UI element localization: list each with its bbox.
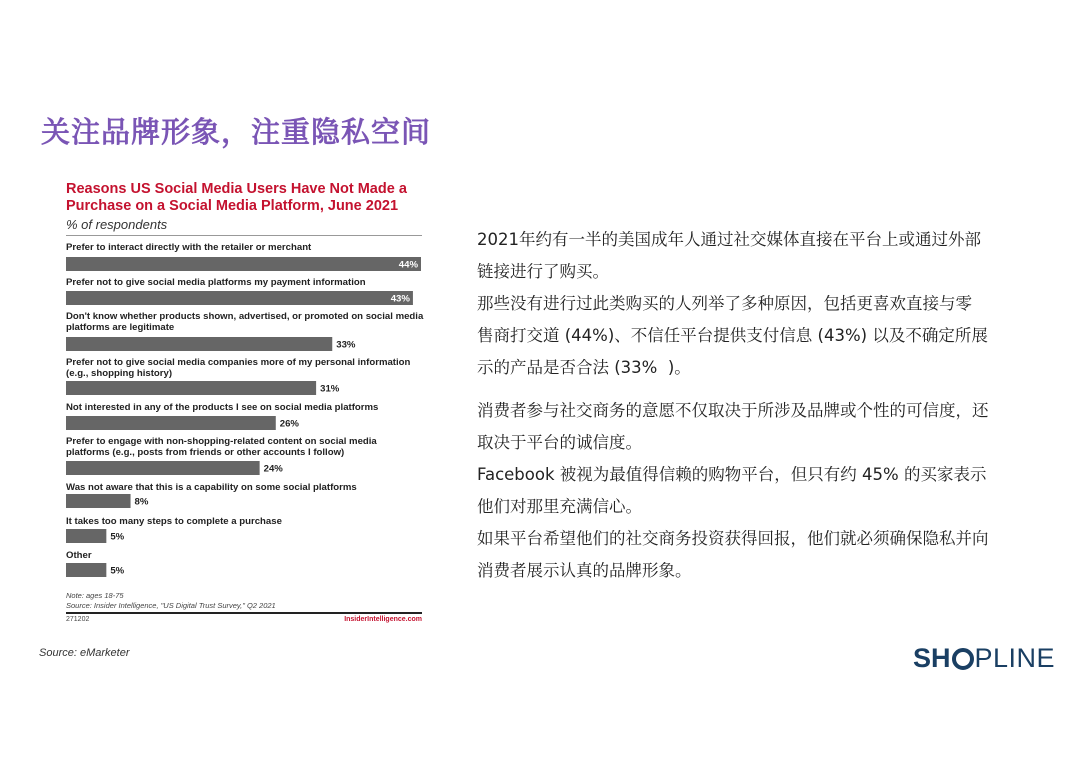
- category-label: Was not aware that this is a capability on some social platforms: [66, 482, 357, 493]
- bar-group: [66, 402, 378, 430]
- bar-group: [66, 436, 377, 475]
- value-label: 26%: [279, 418, 299, 430]
- bar: [66, 337, 332, 351]
- bar: [66, 461, 260, 475]
- paragraph-1-line: 售商打交道 (44%)、不信任平台提供支付信息 (43%) 以及不确定所展: [477, 326, 988, 345]
- chart-code: 271202: [66, 616, 90, 623]
- bar: [66, 291, 413, 305]
- paragraph-1-line: 那些没有进行过此类购买的人列举了多种原因，包括更喜欢直接与零: [477, 294, 972, 313]
- category-label: Other: [66, 550, 92, 561]
- bar-chart: [62, 178, 428, 630]
- paragraph-2-line: 如果平台希望他们的社交商务投资获得回报，他们就必须确保隐私并向: [477, 529, 989, 548]
- category-label: Prefer to interact directly with the retailer or merchant: [66, 242, 312, 253]
- bar: [66, 494, 131, 508]
- bar-group: [66, 242, 421, 271]
- value-label: 43%: [390, 293, 410, 305]
- logo-o-ring-icon: [952, 648, 974, 670]
- category-label: Prefer to engage with non-shopping-related content on social media platforms (e.g., posts from friends or other accounts I follow): [66, 436, 377, 458]
- category-label: It takes too many steps to complete a purchase: [66, 516, 282, 527]
- bar: [66, 257, 421, 271]
- paragraph-2-line: Facebook 被视为最值得信赖的购物平台，但只有约 45% 的买家表示: [477, 465, 987, 484]
- paragraph-2-line: 他们对那里充满信心。: [477, 497, 642, 516]
- chart-source: Source: Insider Intelligence, "US Digital Trust Survey," Q2 2021: [66, 601, 276, 610]
- paragraph-2-line: 取决于平台的诚信度。: [477, 433, 642, 452]
- paragraph-2: [477, 395, 1037, 587]
- slide-title: 关注品牌形象，注重隐私空间: [41, 115, 432, 149]
- paragraph-2-line: 消费者参与社交商务的意愿不仅取决于所涉及品牌或个性的可信度，还: [477, 401, 989, 420]
- value-label: 5%: [110, 531, 125, 543]
- paragraph-1: [477, 224, 1037, 384]
- bar-group: [66, 277, 413, 305]
- value-label: 24%: [263, 463, 283, 475]
- category-label: Prefer not to give social media companies more of my personal information (e.g., shopping history): [66, 357, 411, 379]
- value-label: 5%: [110, 565, 125, 577]
- paragraph-1-line: 2021年约有一半的美国成年人通过社交媒体直接在平台上或通过外部: [477, 230, 981, 249]
- bar-group: [66, 550, 125, 577]
- value-label: 31%: [320, 383, 340, 395]
- value-label: 44%: [398, 259, 418, 271]
- paragraph-1-line: 链接进行了购买。: [477, 262, 609, 281]
- paragraph-1-line: 示的产品是否合法 (33% )。: [477, 358, 691, 377]
- bar-group: [66, 516, 282, 543]
- category-label: Don't know whether products shown, advertised, or promoted on social media platforms are legitimate: [66, 311, 424, 333]
- bar: [66, 381, 316, 395]
- bar-group: [66, 482, 357, 508]
- chart-title: Reasons US Social Media Users Have Not Made a Purchase on a Social Media Platform, June 2021: [66, 181, 407, 214]
- logo-text-line: LINE: [993, 643, 1056, 673]
- bar-group: [66, 311, 424, 351]
- chart-plot: [62, 178, 428, 588]
- slide-source: Source: eMarketer: [39, 647, 130, 659]
- paragraph-2-line: 消费者展示认真的品牌形象。: [477, 561, 692, 580]
- category-label: Not interested in any of the products I see on social media platforms: [66, 402, 379, 413]
- logo-text-p: P: [974, 643, 994, 673]
- chart-note: Note: ages 18-75: [66, 591, 124, 600]
- category-label: Prefer not to give social media platforms my payment information: [66, 277, 366, 288]
- chart-bottom-rule: [66, 612, 422, 614]
- shopline-logo: [913, 642, 1055, 674]
- logo-text-sh: SH: [913, 643, 951, 673]
- bar-group: [66, 357, 411, 395]
- chart-note-block: [66, 591, 276, 611]
- chart-subtitle: % of respondents: [66, 217, 168, 232]
- value-label: 8%: [134, 496, 149, 508]
- bar: [66, 563, 106, 577]
- bar: [66, 416, 276, 430]
- bar: [66, 529, 106, 543]
- body-text: [477, 224, 1037, 587]
- chart-brand: InsiderIntelligence.com: [344, 616, 422, 623]
- value-label: 33%: [336, 339, 356, 351]
